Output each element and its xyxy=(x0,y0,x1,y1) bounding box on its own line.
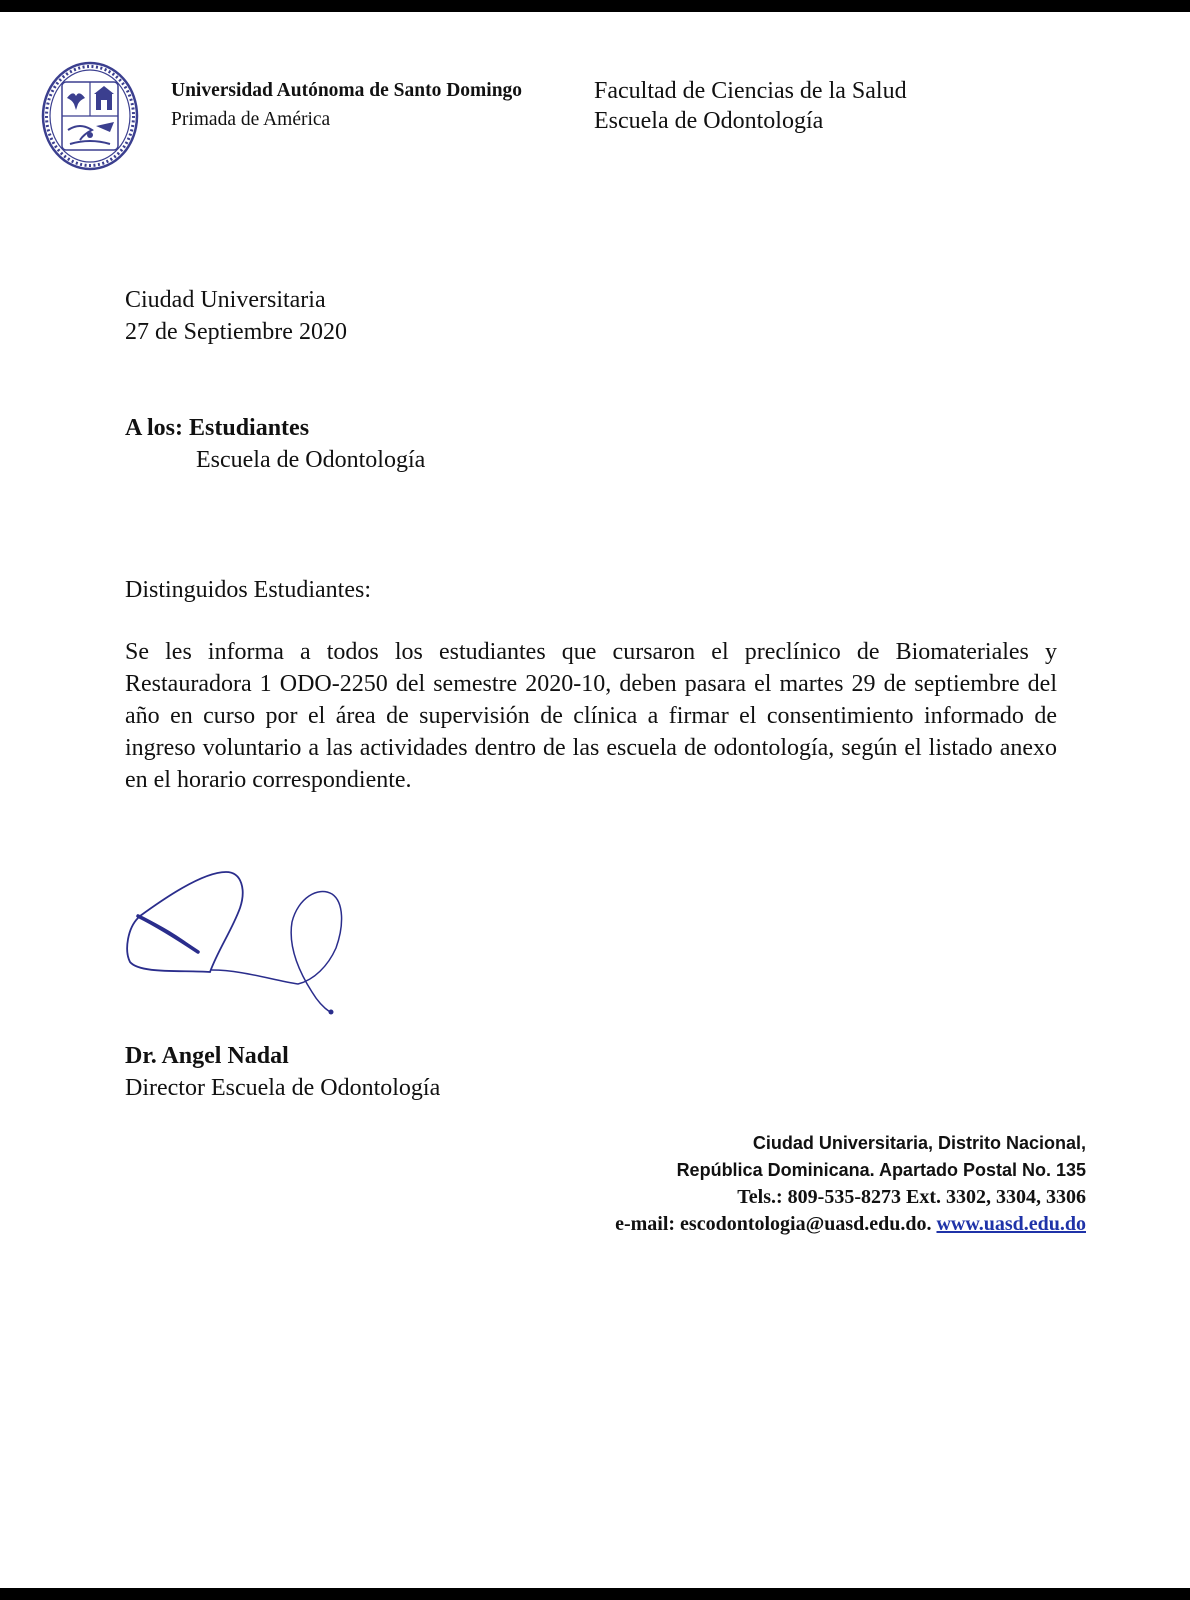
recipient-block xyxy=(125,412,425,476)
letter-body: Se les informa a todos los estudiantes que cursaron el preclínico de Biomateriales y Restauradora 1 ODO-2250 del semestre 2020-10, deben pasara el martes 29 de septiembre del año en curso por el área de supervisión de clínica a firmar el consentimiento informado de ingreso voluntario a las actividades dentro de las escuela de odontología, según el listado anexo en el horario correspondiente. xyxy=(125,639,1057,793)
university-motto: Primada de América xyxy=(171,109,331,130)
footer-contact xyxy=(615,1130,1086,1238)
faculty-name: Facultad de Ciencias de la Salud xyxy=(594,78,907,104)
signer-name: Dr. Angel Nadal xyxy=(125,1043,289,1069)
top-border-bar xyxy=(0,0,1190,12)
faculty-header xyxy=(594,76,907,136)
bottom-border-bar xyxy=(0,1588,1190,1600)
university-seal-icon xyxy=(40,60,140,172)
recipient-line: A los: Estudiantes xyxy=(125,415,310,441)
letter-place: Ciudad Universitaria xyxy=(125,287,326,313)
signer-block xyxy=(125,1040,440,1104)
footer-address-line1: Ciudad Universitaria, Distrito Nacional, xyxy=(752,1133,1086,1153)
signer-title: Director Escuela de Odontología xyxy=(125,1075,441,1101)
salutation: Distinguidos Estudiantes: xyxy=(125,577,371,603)
handwritten-signature xyxy=(122,870,362,1030)
footer-address-line2: República Dominicana. Apartado Postal No. 135 xyxy=(676,1160,1086,1180)
website-link[interactable]: www.uasd.edu.do xyxy=(936,1213,1086,1235)
footer-email-line xyxy=(615,1211,1086,1238)
university-header xyxy=(171,76,522,134)
place-date-block xyxy=(125,284,347,348)
footer-phones: Tels.: 809-535-8273 Ext. 3302, 3304, 3306 xyxy=(737,1186,1086,1208)
university-name: Universidad Autónoma de Santo Domingo xyxy=(171,80,523,101)
recipient-school: Escuela de Odontología xyxy=(196,447,426,473)
footer-email: e-mail: escodontologia@uasd.edu.do. xyxy=(615,1213,932,1235)
letter-date: 27 de Septiembre 2020 xyxy=(125,319,347,345)
school-name: Escuela de Odontología xyxy=(594,108,824,134)
